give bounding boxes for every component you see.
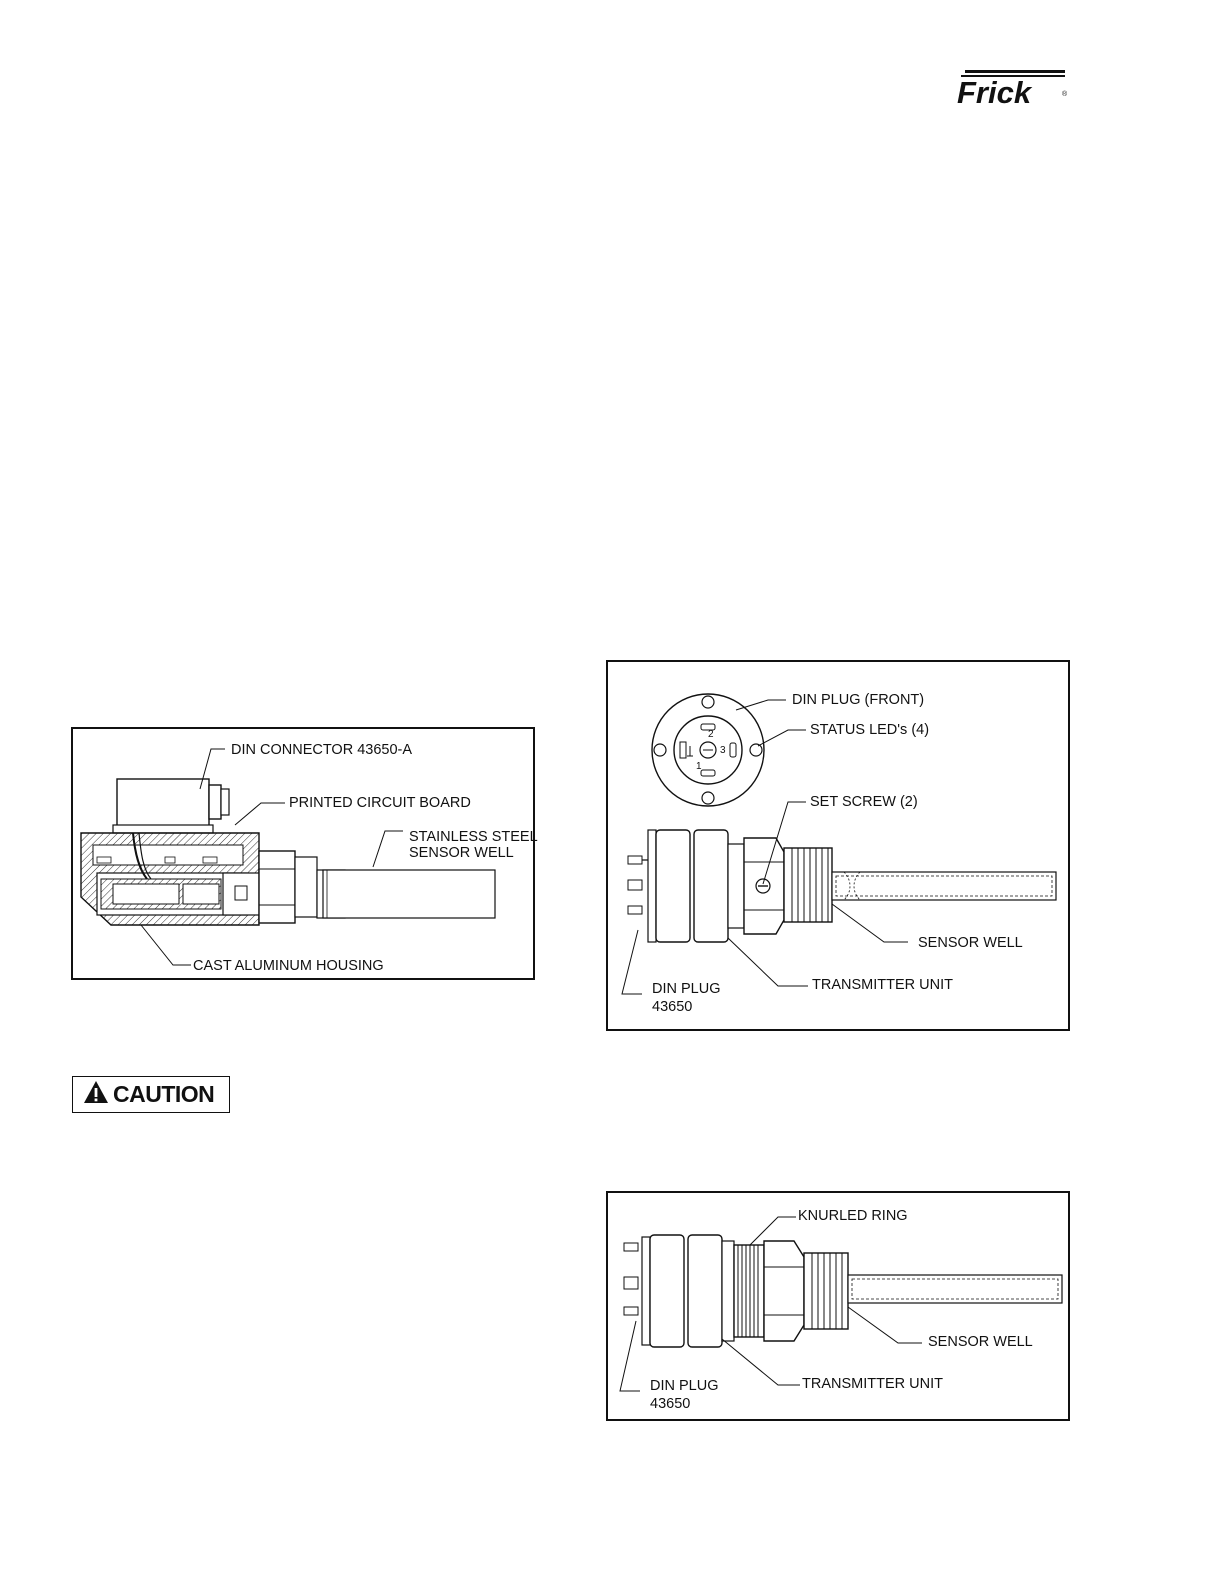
stainless-well-label-line1: STAINLESS STEEL [409,829,538,845]
transmitter-figure [606,660,1070,1031]
sensor-well-label: SENSOR WELL [928,1334,1033,1350]
svg-text:®: ® [1062,91,1068,98]
pin-1-label: 1 [696,761,702,772]
din-connector-drawing [113,779,229,833]
pin-2-label: 2 [708,729,714,740]
housing-label: CAST ALUMINUM HOUSING [193,958,384,974]
knurled-transmitter-drawing [624,1235,1062,1347]
din-plug-front-drawing [652,694,764,806]
warning-triangle-icon [83,1080,109,1109]
din-front-label: DIN PLUG (FRONT) [792,692,925,708]
housing-drawing [81,833,259,925]
frick-logo [955,68,1073,108]
din-plug-label-line1: DIN PLUG [652,981,721,997]
knurled-ring-label: KNURLED RING [798,1208,908,1224]
set-screw-label: SET SCREW (2) [810,794,918,810]
status-leds-label: STATUS LED's (4) [810,722,930,738]
din-plug-label-line2: 43650 [652,999,693,1015]
caution-badge [72,1076,230,1113]
din-plug-label-line1: DIN PLUG [650,1378,719,1394]
stainless-well-label-line2: SENSOR WELL [409,845,514,861]
transmitter-unit-label: TRANSMITTER UNIT [802,1376,943,1392]
sensor-well-label: SENSOR WELL [918,935,1023,951]
transmitter-unit-label: TRANSMITTER UNIT [812,977,953,993]
caution-label: CAUTION [113,1081,215,1107]
pin-3-label: 3 [720,745,726,756]
knurled-transmitter-figure [606,1191,1070,1421]
transmitter-side-drawing [628,830,1056,942]
pcb-label: PRINTED CIRCUIT BOARD [289,795,471,811]
svg-text:Frick: Frick [957,75,1032,108]
din-connector-label: DIN CONNECTOR 43650-A [231,742,413,758]
din-plug-label-line2: 43650 [650,1396,691,1412]
connector-cutaway-figure [71,727,538,980]
